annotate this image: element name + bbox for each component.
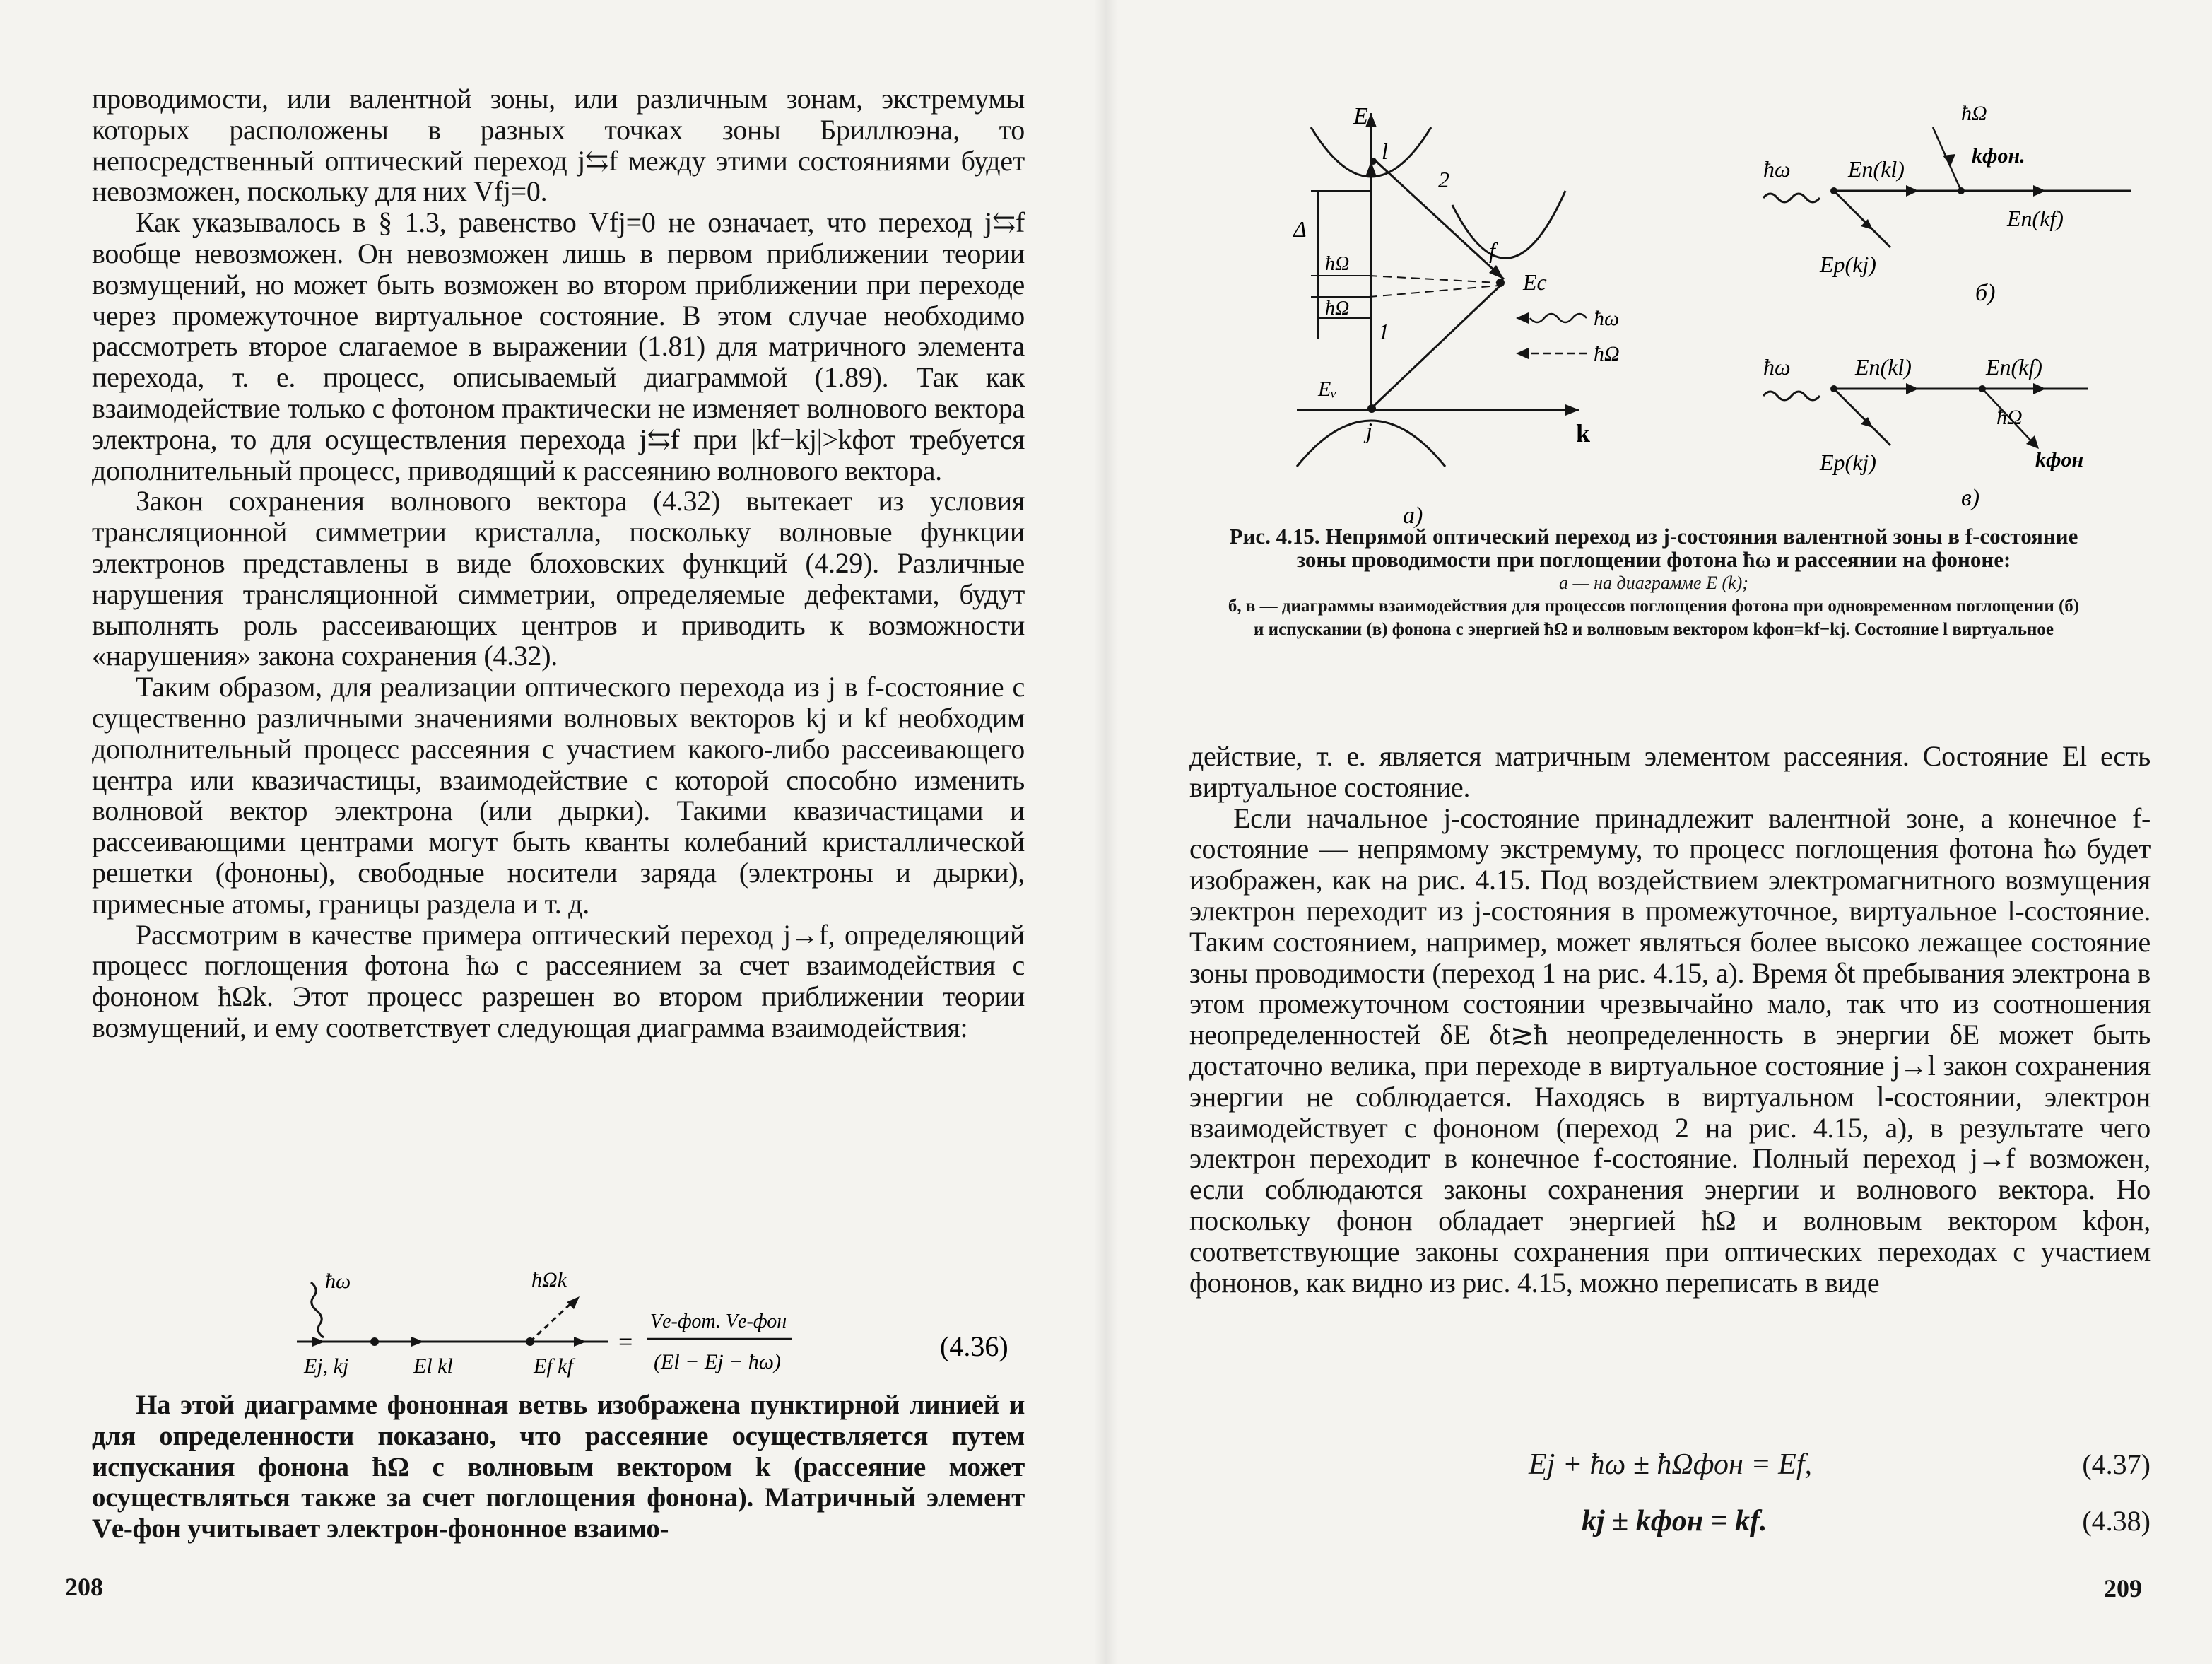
equation-formula: kj ± kфон = kf. <box>1582 1505 1767 1537</box>
c-kphon: kфон <box>2035 448 2084 471</box>
caption-line-bv: б, в — диаграммы взаимодействия для процессов поглощения фотона при одновременном поглощении (б) и испускании (в) фонона с энергией ħΩ и волновым вектором kфон=kf−kj. Состояние l виртуальное <box>1228 597 2080 639</box>
caption-title: Рис. 4.15. Непрямой оптический переход из j-состояния валентной зоны в f-состояние зоны проводимости при поглощении фотона ħω и рассеянии на фононе: <box>1229 524 2078 572</box>
c-El: En(kl) <box>1855 354 1912 380</box>
right-page <box>1106 0 2212 1664</box>
paragraph: Закон сохранения волнового вектора (4.32) вытекает из условия трансляционной симметрии кристалла, поскольку волновые функции электронов представлены в виде блоховских функций (4.29). Различные нарушения трансляционной симметрии, определяемые дефектами, будут выполнять роль рассеивающих центров и приводить к возможности «нарушения» закона сохранения (4.32). <box>92 485 1025 672</box>
b-kphon: kфон. <box>1972 144 2025 168</box>
paragraph: действие, т. е. является матричным элементом рассеяния. Состояние El есть виртуальное состояние. <box>1189 740 2151 803</box>
page-number-left: 208 <box>65 1573 103 1601</box>
eq-number: (4.36) <box>940 1330 1008 1362</box>
equation-4-37 <box>1189 1448 2151 1490</box>
label-hOmega-2: ħΩ <box>1325 298 1350 320</box>
c-hOmega: ħΩ <box>1996 406 2023 429</box>
b-hw: ħω <box>1763 156 1791 182</box>
left-text-column <box>92 83 1025 1043</box>
label-f: f <box>1489 238 1495 263</box>
label-Ec: Ec <box>1523 269 1547 295</box>
feynman-diagram <box>92 1251 1025 1378</box>
paragraph: проводимости, или валентной зоны, или различным зонам, экстремумы которых расположены в разных точках зоны Бриллюэна, то непосредственный оптический переход j⇆f между этими состояниями будет невозможен, поскольку для них Vfj=0. <box>92 83 1025 208</box>
panel-b <box>1763 102 2131 306</box>
b-El: En(kl) <box>1848 156 1905 182</box>
equation-number: (4.38) <box>2082 1505 2151 1537</box>
caption-line-a: а — на диаграмме E (k); <box>1559 573 1748 593</box>
c-Ep: Ep(kj) <box>1820 450 1876 475</box>
label-2: 2 <box>1438 167 1449 192</box>
panel-a-label: а) <box>1403 503 1423 529</box>
label-hw: ħω <box>1594 307 1620 330</box>
c-hw: ħω <box>1763 354 1791 380</box>
b-hOmega: ħΩ <box>1961 102 1987 125</box>
equation-formula: Ej + ħω ± ħΩфон = Ef, <box>1529 1448 1813 1481</box>
label-delta: Δ <box>1293 216 1307 242</box>
eq-denominator: (El − Ej − ħω) <box>654 1350 781 1373</box>
paragraph: Если начальное j-состояние принадлежит валентной зоне, а конечное f-состояние — непрямому экстремуму, то процесс поглощения фотона ħω будет изображен, как на рис. 4.15. Под воздействием электромагнитного возмущения электрон переходит из j-состояния в промежуточное, виртуальное l-состояние. Таким состоянием, например, может являться более высоко лежащее состояние зоны проводимости (переход 1 на рис. 4.15, а). Время δt пребывания электрона в этом промежуточном состоянии чрезвычайно мало, так что из соотношения неопределенностей δE δt≳ħ неопределенность в энергии δE может быть достаточно велика, при переходе в виртуальное состояние j→l закон сохранения энергии не соблюдается. Находясь в виртуальном l-состоянии, электрон взаимодействует с фононом (переход 2 на рис. 4.15, а), в результате чего электрон переходит в конечное f-состояние. Полный переход j→f возможен, если соблюдаются законы сохранения энергии и волнового вектора. Но поскольку фонон обладает энергией ħΩ и волновым вектором kфон, соответствующие законы сохранения при оптических переходах с участием фононов, как видно из рис. 4.15, можно переписать в виде <box>1189 802 2151 1299</box>
eq-photon-label: ħω <box>325 1270 351 1293</box>
equation-number: (4.37) <box>2082 1448 2151 1480</box>
eq-equals: = <box>618 1328 633 1356</box>
figure-4-15 <box>1212 85 2187 530</box>
eq-state-f: Ef kf <box>534 1354 573 1378</box>
panel-c-label: в) <box>1961 485 1980 511</box>
b-Ep: Ep(kj) <box>1820 252 1876 277</box>
label-l: l <box>1382 139 1388 164</box>
paragraph: На этой диаграмме фононная ветвь изображена пунктирной линией и для определенности показано, что рассеяние осуществляется путем испускания фонона ħΩ с волновым вектором k (рассеяние может осуществляться также за счет поглощения фонона). Матричный элемент Vе-фон учитывает электрон-фононное взаимо- <box>92 1390 1025 1545</box>
panel-c <box>1763 354 2088 511</box>
label-j: j <box>1366 418 1372 443</box>
b-Ef: En(kf) <box>2007 206 2064 231</box>
figure-caption <box>1226 525 2081 641</box>
eq-state-l: El kl <box>413 1354 453 1378</box>
paragraph: Как указывалось в § 1.3, равенство Vfj=0 не означает, что переход j⇆f вообще невозможен. Он невозможен лишь в первом приближении теории возмущений, но может быть возможен во втором приближении при переходе через промежуточное виртуальное состояние. В этом случае необходимо рассмотреть второе слагаемое в выражении (1.81) для матричного элемента перехода, т. е. процесс, описываемый диаграммой (1.89). Так как взаимодействие только с фотоном практически не изменяет волнового вектора электрона, то для осуществления перехода j⇆f при |kf−kj|>kфот требуется дополнительный процесс, приводящий к рассеянию волнового вектора. <box>92 206 1025 486</box>
label-Ev: Eᵥ <box>1318 377 1337 401</box>
equation-4-36 <box>92 1251 1025 1378</box>
paragraph: Рассмотрим в качестве примера оптический переход j→f, определяющий процесс поглощения фотона ħω с рассеянием за счет взаимодействия с фононом ħΩk. Этот процесс разрешен во втором приближении теории возмущений, и ему соответствует следующая диаграмма взаимодействия: <box>92 918 1025 1043</box>
eq-phonon-label: ħΩk <box>531 1268 567 1291</box>
eq-numerator: Vе-фот. Vе-фон <box>650 1311 787 1332</box>
panel-b-label: б) <box>1975 280 1996 306</box>
label-hOmega-arrow: ħΩ <box>1594 342 1620 365</box>
axis-k-label: k <box>1576 419 1591 447</box>
equation-4-38 <box>1189 1504 2151 1547</box>
panel-a <box>1292 103 1620 529</box>
eq-state-j: Ej, kj <box>304 1354 349 1378</box>
left-bottom-text <box>92 1390 1025 1545</box>
right-text-column <box>1189 741 2151 1298</box>
label-1: 1 <box>1378 319 1389 344</box>
axis-E-label: E <box>1353 103 1368 129</box>
paragraph: Таким образом, для реализации оптического перехода из j в f-состояние с существенно различными значениями волновых векторов kj и kf необходим дополнительный процесс рассеяния с участием какого-либо рассеивающего центра или квазичастицы, взаимодействие с которой способно изменить волновой вектор электрона (или дырки). Такими квазичастицами и рассеивающими центрами могут быть кванты колебаний кристаллической решетки (фононы), свободные носители заряда (электроны и дырки), примесные атомы, границы раздела и т. д. <box>92 671 1025 920</box>
label-hOmega-1: ħΩ <box>1325 253 1350 275</box>
page-number-right: 209 <box>2104 1574 2142 1603</box>
c-Ef: En(kf) <box>1986 354 2042 380</box>
